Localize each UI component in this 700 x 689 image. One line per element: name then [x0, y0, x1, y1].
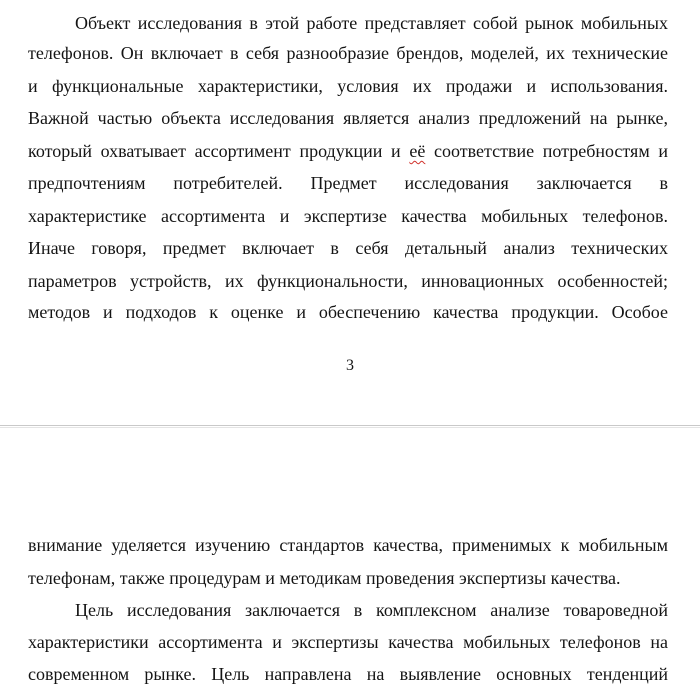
paragraph-line: Объект исследования в этой работе представляет собой рынок мобильных — [75, 13, 668, 33]
page-number: 3 — [346, 357, 354, 374]
paragraph-line: параметров устройств, их функциональности, инновационных особенностей; — [28, 271, 668, 291]
document-page-bottom — [0, 428, 700, 684]
paragraph-line-part: соответствие потребностям и — [434, 141, 669, 161]
paragraph-line: предпочтениям потребителей. Предмет исследования заключается в — [28, 173, 668, 193]
paragraph-line: характеристике ассортимента и экспертизе качества мобильных телефонов. — [28, 206, 668, 226]
paragraph-line: телефонов. Он включает в себя разнообразие брендов, моделей, их технические — [28, 43, 668, 63]
paragraph-line: Важной частью объекта исследования является анализ предложений на рынке, — [28, 108, 668, 128]
paragraph-line: характеристики ассортимента и экспертизы качества мобильных телефонов на — [28, 632, 668, 652]
paragraph-line: современном рынке. Цель направлена на выявление основных тенденций — [28, 664, 668, 684]
paragraph-line: методов и подходов к оценке и обеспечению качества продукции. Особое — [28, 302, 668, 322]
paragraph-line-part: который охватывает ассортимент продукции и — [28, 141, 401, 161]
paragraph-line: внимание уделяется изучению стандартов качества, применимых к мобильным — [28, 535, 668, 555]
paragraph-line: Иначе говоря, предмет включает в себя детальный анализ технических — [28, 238, 668, 258]
paragraph-line — [28, 136, 668, 166]
spellcheck-flagged-word[interactable]: её — [409, 141, 426, 161]
paragraph-line: Цель исследования заключается в комплексном анализе товароведной — [75, 600, 668, 620]
paragraph-line: телефонам, также процедурам и методикам проведения экспертизы качества. — [28, 568, 621, 588]
paragraph-line: и функциональные характеристики, условия их продажи и использования. — [28, 76, 668, 96]
